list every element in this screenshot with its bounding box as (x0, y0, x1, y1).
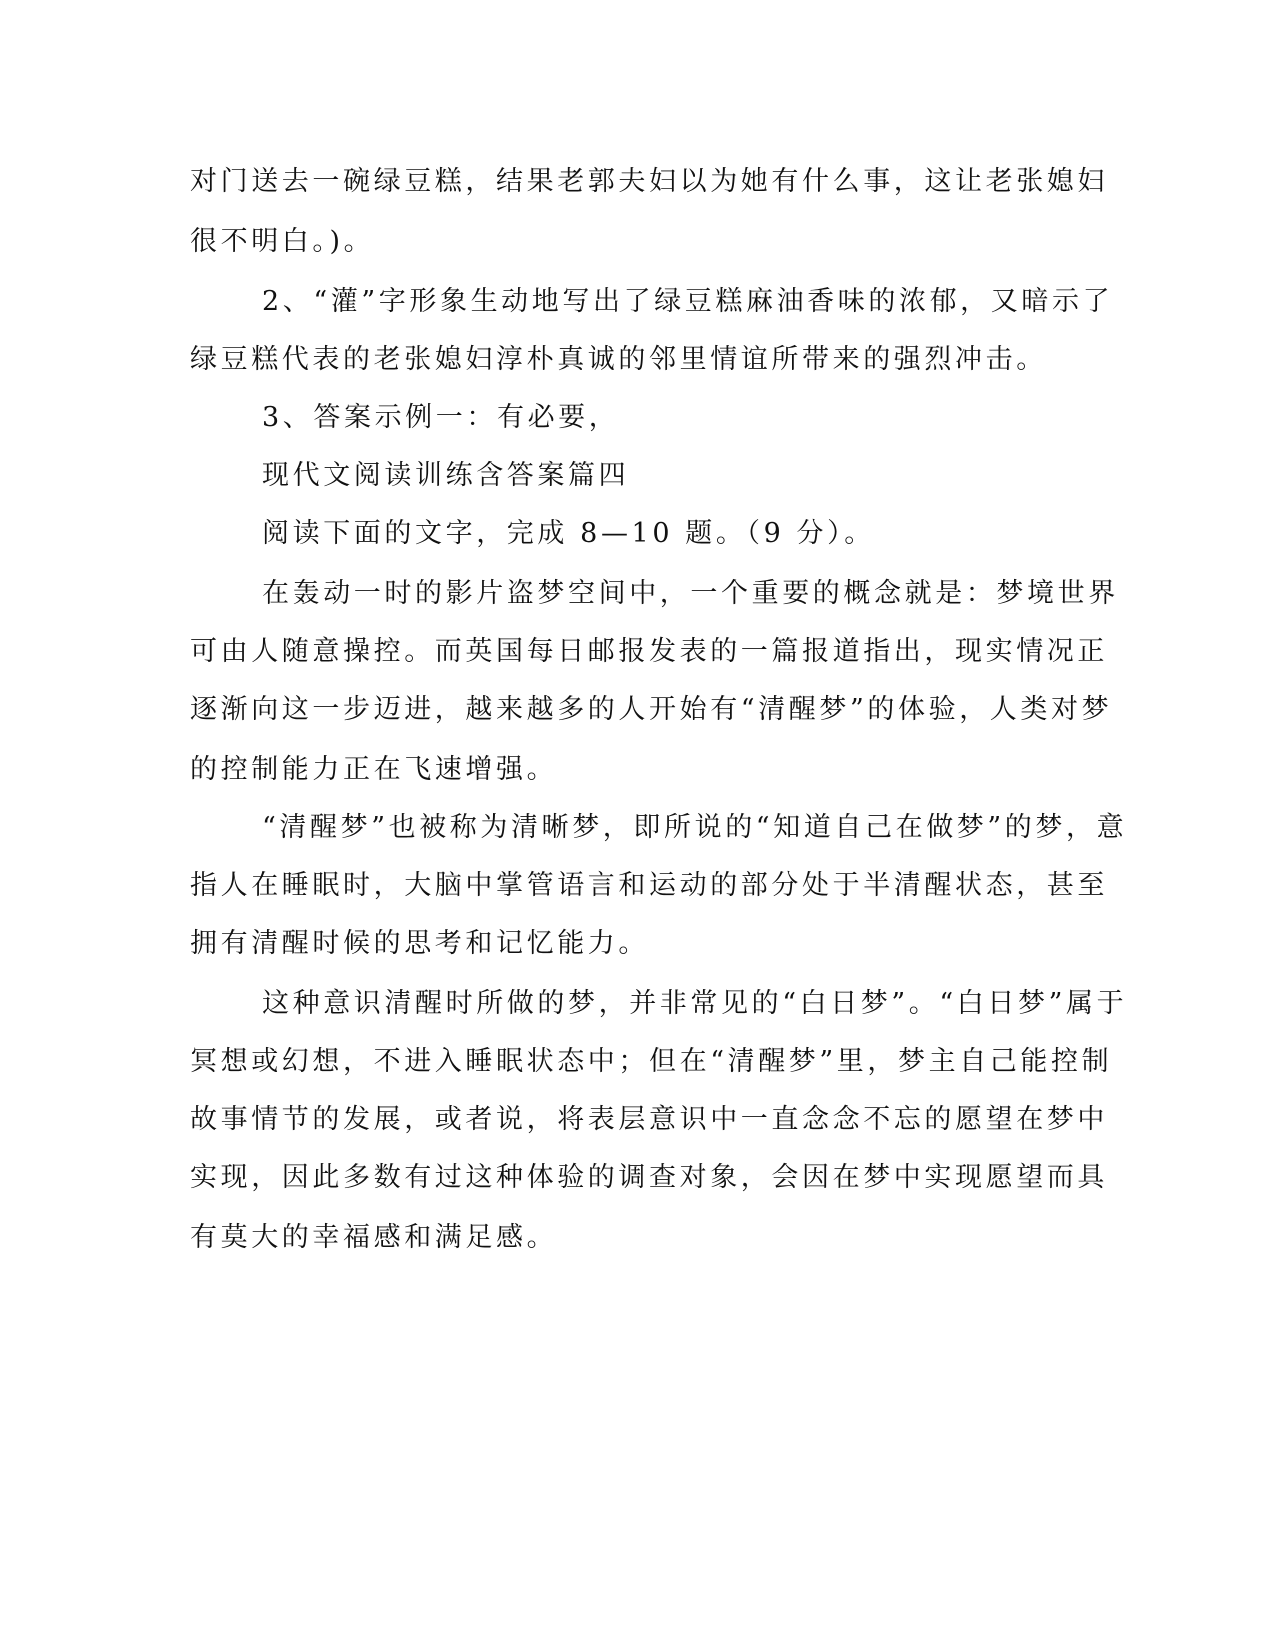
paragraph-1-line: 逐渐向这一步迈进，越来越多的人开始有“清醒梦”的体验，人类对梦 (190, 694, 1113, 725)
text-line: 对门送去一碗绿豆糕，结果老郭夫妇以为她有什么事，这让老张媳妇 (190, 166, 1108, 197)
paragraph-2-line: 指人在睡眠时，大脑中掌管语言和运动的部分处于半清醒状态，甚至 (190, 870, 1108, 901)
paragraph-1-line: 在轰动一时的影片盗梦空间中，一个重要的概念就是：梦境世界 (262, 578, 1119, 609)
text-line: 绿豆糕代表的老张媳妇淳朴真诚的邻里情谊所带来的强烈冲击。 (190, 344, 1047, 375)
paragraph-3-line: 这种意识清醒时所做的梦，并非常见的“白日梦”。“白日梦”属于 (262, 988, 1128, 1019)
section-heading: 现代文阅读训练含答案篇四 (262, 460, 630, 491)
text-line: 很不明白。)。 (190, 226, 375, 257)
answer-3-line: 3、答案示例一：有必要， (262, 402, 620, 433)
paragraph-1-line: 可由人随意操控。而英国每日邮报发表的一篇报道指出，现实情况正 (190, 636, 1108, 667)
paragraph-1-line: 的控制能力正在飞速增强。 (190, 754, 558, 785)
paragraph-2-line: 拥有清醒时候的思考和记忆能力。 (190, 928, 649, 959)
answer-2-line: 2、“灌”字形象生动地写出了绿豆糕麻油香味的浓郁，又暗示了 (262, 286, 1114, 317)
paragraph-3-line: 冥想或幻想，不进入睡眠状态中；但在“清醒梦”里，梦主自己能控制 (190, 1046, 1113, 1077)
instruction-line: 阅读下面的文字，完成 8—10 题。（9 分）。 (262, 518, 875, 549)
paragraph-3-line: 实现，因此多数有过这种体验的调查对象，会因在梦中实现愿望而具 (190, 1162, 1108, 1193)
paragraph-3-line: 故事情节的发展，或者说，将表层意识中一直念念不忘的愿望在梦中 (190, 1104, 1108, 1135)
paragraph-2-line: “清醒梦”也被称为清晰梦，即所说的“知道自己在做梦”的梦，意 (262, 812, 1128, 843)
paragraph-3-line: 有莫大的幸福感和满足感。 (190, 1222, 558, 1253)
